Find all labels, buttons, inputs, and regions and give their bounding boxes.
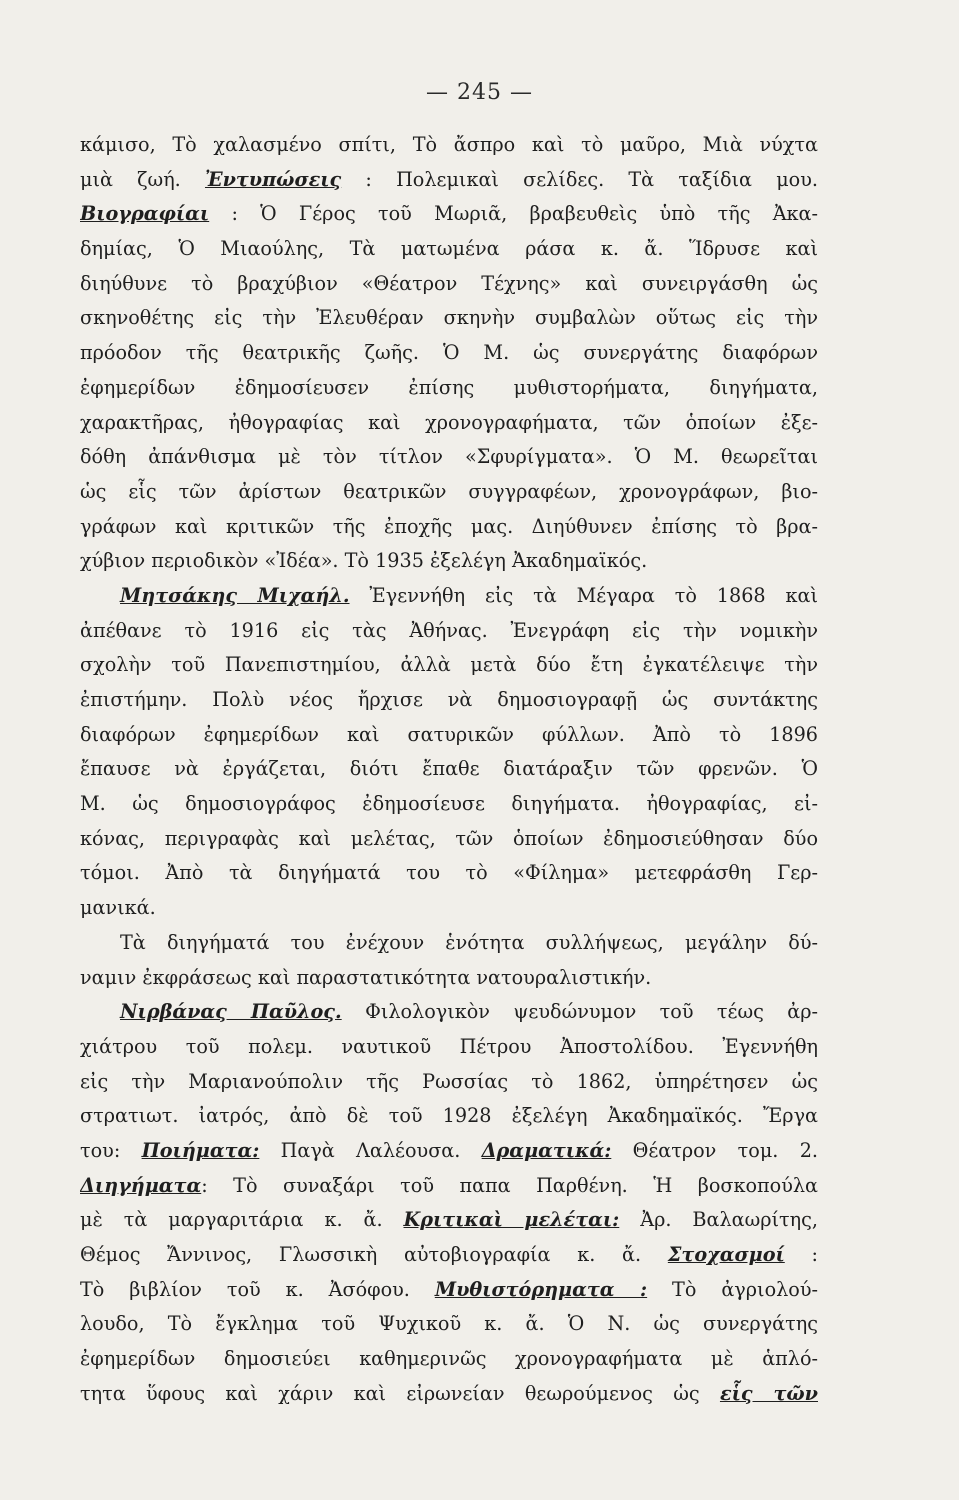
text-line xyxy=(80,856,818,891)
text-segment: ἔπαυσε νὰ ἐργάζεται, διότι ἔπαθε διατάραξιν τῶν φρενῶν. Ὁ xyxy=(80,757,818,781)
text-line xyxy=(80,1377,818,1412)
text-segment: σχολὴν τοῦ Πανεπιστημίου, ἀλλὰ μετὰ δύο ἔτη ἐγκατέλειψε τὴν xyxy=(80,653,818,677)
text-segment: Τὰ διηγήματά του ἐνέχουν ἑνότητα συλλήψεως, μεγάλην δύ- xyxy=(120,930,818,954)
text-segment: ὡς εἷς τῶν ἀρίστων θεατρικῶν συγγραφέων, χρονογράφων, βιο- xyxy=(80,479,818,503)
text-segment: ἐπιστήμην. Πολὺ νέος ἤρχισε νὰ δημοσιογραφῇ ὡς συντάκτης xyxy=(80,688,818,711)
text-segment: τόμοι. Ἀπὸ τὰ διηγήματά του τὸ «Φίλημα» μετεφράσθη Γερ- xyxy=(80,861,818,885)
text-segment: τητα ὕφους καὶ χάριν καὶ εἰρωνείαν θεωρούμενος ὡς xyxy=(80,1381,720,1405)
text-line xyxy=(80,440,818,475)
text-line xyxy=(80,752,818,787)
text-line xyxy=(80,822,818,857)
text-line xyxy=(80,891,818,926)
text-line xyxy=(80,1203,818,1238)
emphasized-term: Ποιήματα: xyxy=(141,1138,260,1162)
text-line xyxy=(80,648,818,683)
text-line xyxy=(80,406,818,441)
emphasized-term: Διηγήματα xyxy=(80,1173,202,1197)
text-segment: κάμισο, Τὸ χαλασμένο σπίτι, Τὸ ἄσπρο καὶ τὸ μαῦρο, Μιὰ νύχτα xyxy=(80,133,818,156)
text-segment: στρατιωτ. ἰατρός, ἀπὸ δὲ τοῦ 1928 ἐξελέγη Ἀκαδημαϊκός. Ἔργα xyxy=(80,1104,818,1128)
emphasized-term: Στοχασμοί xyxy=(667,1243,785,1266)
text-line xyxy=(80,336,818,371)
emphasized-term: Μητσάκης Μιχαήλ. xyxy=(120,583,350,607)
emphasized-term: Βιογραφίαι xyxy=(80,202,210,226)
text-segment: χιάτρου τοῦ πολεμ. ναυτικοῦ Πέτρου Ἀποστολίδου. Ἐγεννήθη xyxy=(80,1034,818,1058)
body-text xyxy=(80,128,818,1411)
text-segment: Παγὰ Λαλέουσα. xyxy=(259,1138,482,1162)
text-segment: μανικά. xyxy=(80,896,156,920)
text-segment: : Ὁ Γέρος τοῦ Μωριᾶ, βραβευθεὶς ὑπὸ τῆς Ἀκα- xyxy=(209,202,818,226)
emphasized-term: Ἐντυπώσεις xyxy=(204,167,342,191)
text-segment: χύβιον περιοδικὸν «Ἰδέα». Τὸ 1935 ἐξελέγη Ἀκαδημαϊκός. xyxy=(80,549,648,573)
text-line xyxy=(80,926,818,961)
text-segment: πρόοδον τῆς θεατρικῆς ζωῆς. Ὁ Μ. ὡς συνεργάτης διαφόρων xyxy=(80,341,818,365)
text-line xyxy=(80,579,818,614)
page-number: — 245 — xyxy=(426,80,533,105)
text-segment: δόθη ἀπάνθισμα μὲ τὸν τίτλον «Σφυρίγματα». Ὁ Μ. θεωρεῖται xyxy=(80,445,818,469)
text-line xyxy=(80,1307,818,1342)
text-segment: Θέμος Ἄννινος, Γλωσσικὴ αὐτοβιογραφία κ. ἄ. xyxy=(80,1243,668,1266)
emphasized-term: εἷς τῶν xyxy=(719,1381,818,1405)
text-segment: διηύθυνε τὸ βραχύβιον «Θέατρον Τέχνης» καὶ συνειργάσθη ὡς xyxy=(80,271,818,295)
emphasized-term: Κριτικαὶ μελέται: xyxy=(403,1208,620,1232)
text-line xyxy=(80,683,818,718)
text-segment: διαφόρων ἐφημερίδων καὶ σατυρικῶν φύλλων. Ἀπὸ τὸ 1896 xyxy=(80,722,818,746)
text-segment: δημίας, Ὁ Μιαούλης, Τὰ ματωμένα ράσα κ. ἄ. Ἵδρυσε καὶ xyxy=(80,237,818,261)
text-line xyxy=(80,718,818,753)
text-segment: Μ. ὡς δημοσιογράφος ἐδημοσίευσε διηγήματα. ἠθογραφίας, εἰ- xyxy=(80,792,818,816)
text-segment: : xyxy=(784,1243,818,1266)
text-line xyxy=(80,1273,818,1308)
text-segment: μιὰ ζωή. xyxy=(80,167,205,191)
text-segment: Θέατρον τομ. 2. xyxy=(611,1138,818,1162)
text-line xyxy=(80,197,818,232)
text-segment: μὲ τὰ μαργαριτάρια κ. ἄ. xyxy=(80,1208,404,1232)
text-line xyxy=(80,1030,818,1065)
text-segment: κόνας, περιγραφὰς καὶ μελέτας, τῶν ὁποίων ἐδημοσιεύθησαν δύο xyxy=(80,826,818,850)
text-segment: γράφων καὶ κριτικῶν τῆς ἐποχῆς μας. Διηύθυνεν ἐπίσης τὸ βρα- xyxy=(80,514,818,538)
text-segment: λουδο, Τὸ ἔγκλημα τοῦ Ψυχικοῦ κ. ἄ. Ὁ Ν. ὡς συνεργάτης xyxy=(80,1312,818,1336)
text-line xyxy=(80,1065,818,1100)
text-segment: ναμιν ἐκφράσεως καὶ παραστατικότητα νατουραλιστικήν. xyxy=(80,965,652,989)
text-segment: ἐφημερίδων ἐδημοσίευσεν ἐπίσης μυθιστορήματα, διηγήματα, xyxy=(80,375,818,399)
text-line xyxy=(80,301,818,336)
text-segment: εἰς τὴν Μαριανούπολιν τῆς Ρωσσίας τὸ 1862, ὑπηρέτησεν ὡς xyxy=(80,1069,818,1093)
emphasized-term: Δραματικά: xyxy=(481,1138,612,1162)
text-line xyxy=(80,128,818,163)
emphasized-term: Μυθιστόρηματα : xyxy=(434,1277,648,1301)
text-line xyxy=(80,1238,818,1273)
text-line xyxy=(80,1134,818,1169)
text-segment: Ἀρ. Βαλαωρίτης, xyxy=(619,1208,818,1232)
emphasized-term: Νιρβάνας Παῦλος. xyxy=(120,1000,342,1024)
text-line xyxy=(80,232,818,267)
text-segment: Φιλολογικὸν ψευδώνυμον τοῦ τέως ἀρ- xyxy=(341,1000,818,1024)
text-line xyxy=(80,510,818,545)
text-line xyxy=(80,787,818,822)
text-line xyxy=(80,163,818,198)
text-segment: χαρακτῆρας, ἠθογραφίας καὶ χρονογραφήματα, τῶν ὁποίων ἐξε- xyxy=(80,410,818,434)
text-line xyxy=(80,1342,818,1377)
text-line xyxy=(80,1169,818,1204)
text-segment: Τὸ ἀγριολού- xyxy=(647,1277,818,1301)
text-line xyxy=(80,614,818,649)
text-segment: ἀπέθανε τὸ 1916 εἰς τὰς Ἀθήνας. Ἐνεγράφη εἰς τὴν νομικὴν xyxy=(80,618,818,642)
text-line xyxy=(80,995,818,1030)
text-segment: : Τὸ συναξάρι τοῦ παπα Παρθένη. Ἡ βοσκοπούλα xyxy=(201,1173,818,1197)
text-line xyxy=(80,961,818,996)
text-line xyxy=(80,544,818,579)
text-line xyxy=(80,371,818,406)
text-segment: του: xyxy=(80,1138,142,1162)
text-segment: Τὸ βιβλίον τοῦ κ. Ἀσόφου. xyxy=(80,1277,435,1301)
text-segment: σκηνοθέτης εἰς τὴν Ἐλευθέραν σκηνὴν συμβαλὼν οὕτως εἰς τὴν xyxy=(80,306,818,330)
text-segment: Ἐγεννήθη εἰς τὰ Μέγαρα τὸ 1868 καὶ xyxy=(349,583,818,607)
text-line xyxy=(80,475,818,510)
text-line xyxy=(80,267,818,302)
text-segment: : Πολεμικαὶ σελίδες. Τὰ ταξίδια μου. xyxy=(341,167,818,191)
text-line xyxy=(80,1099,818,1134)
text-segment: ἐφημερίδων δημοσιεύει καθημερινῶς χρονογραφήματα μὲ ἁπλό- xyxy=(80,1347,818,1371)
